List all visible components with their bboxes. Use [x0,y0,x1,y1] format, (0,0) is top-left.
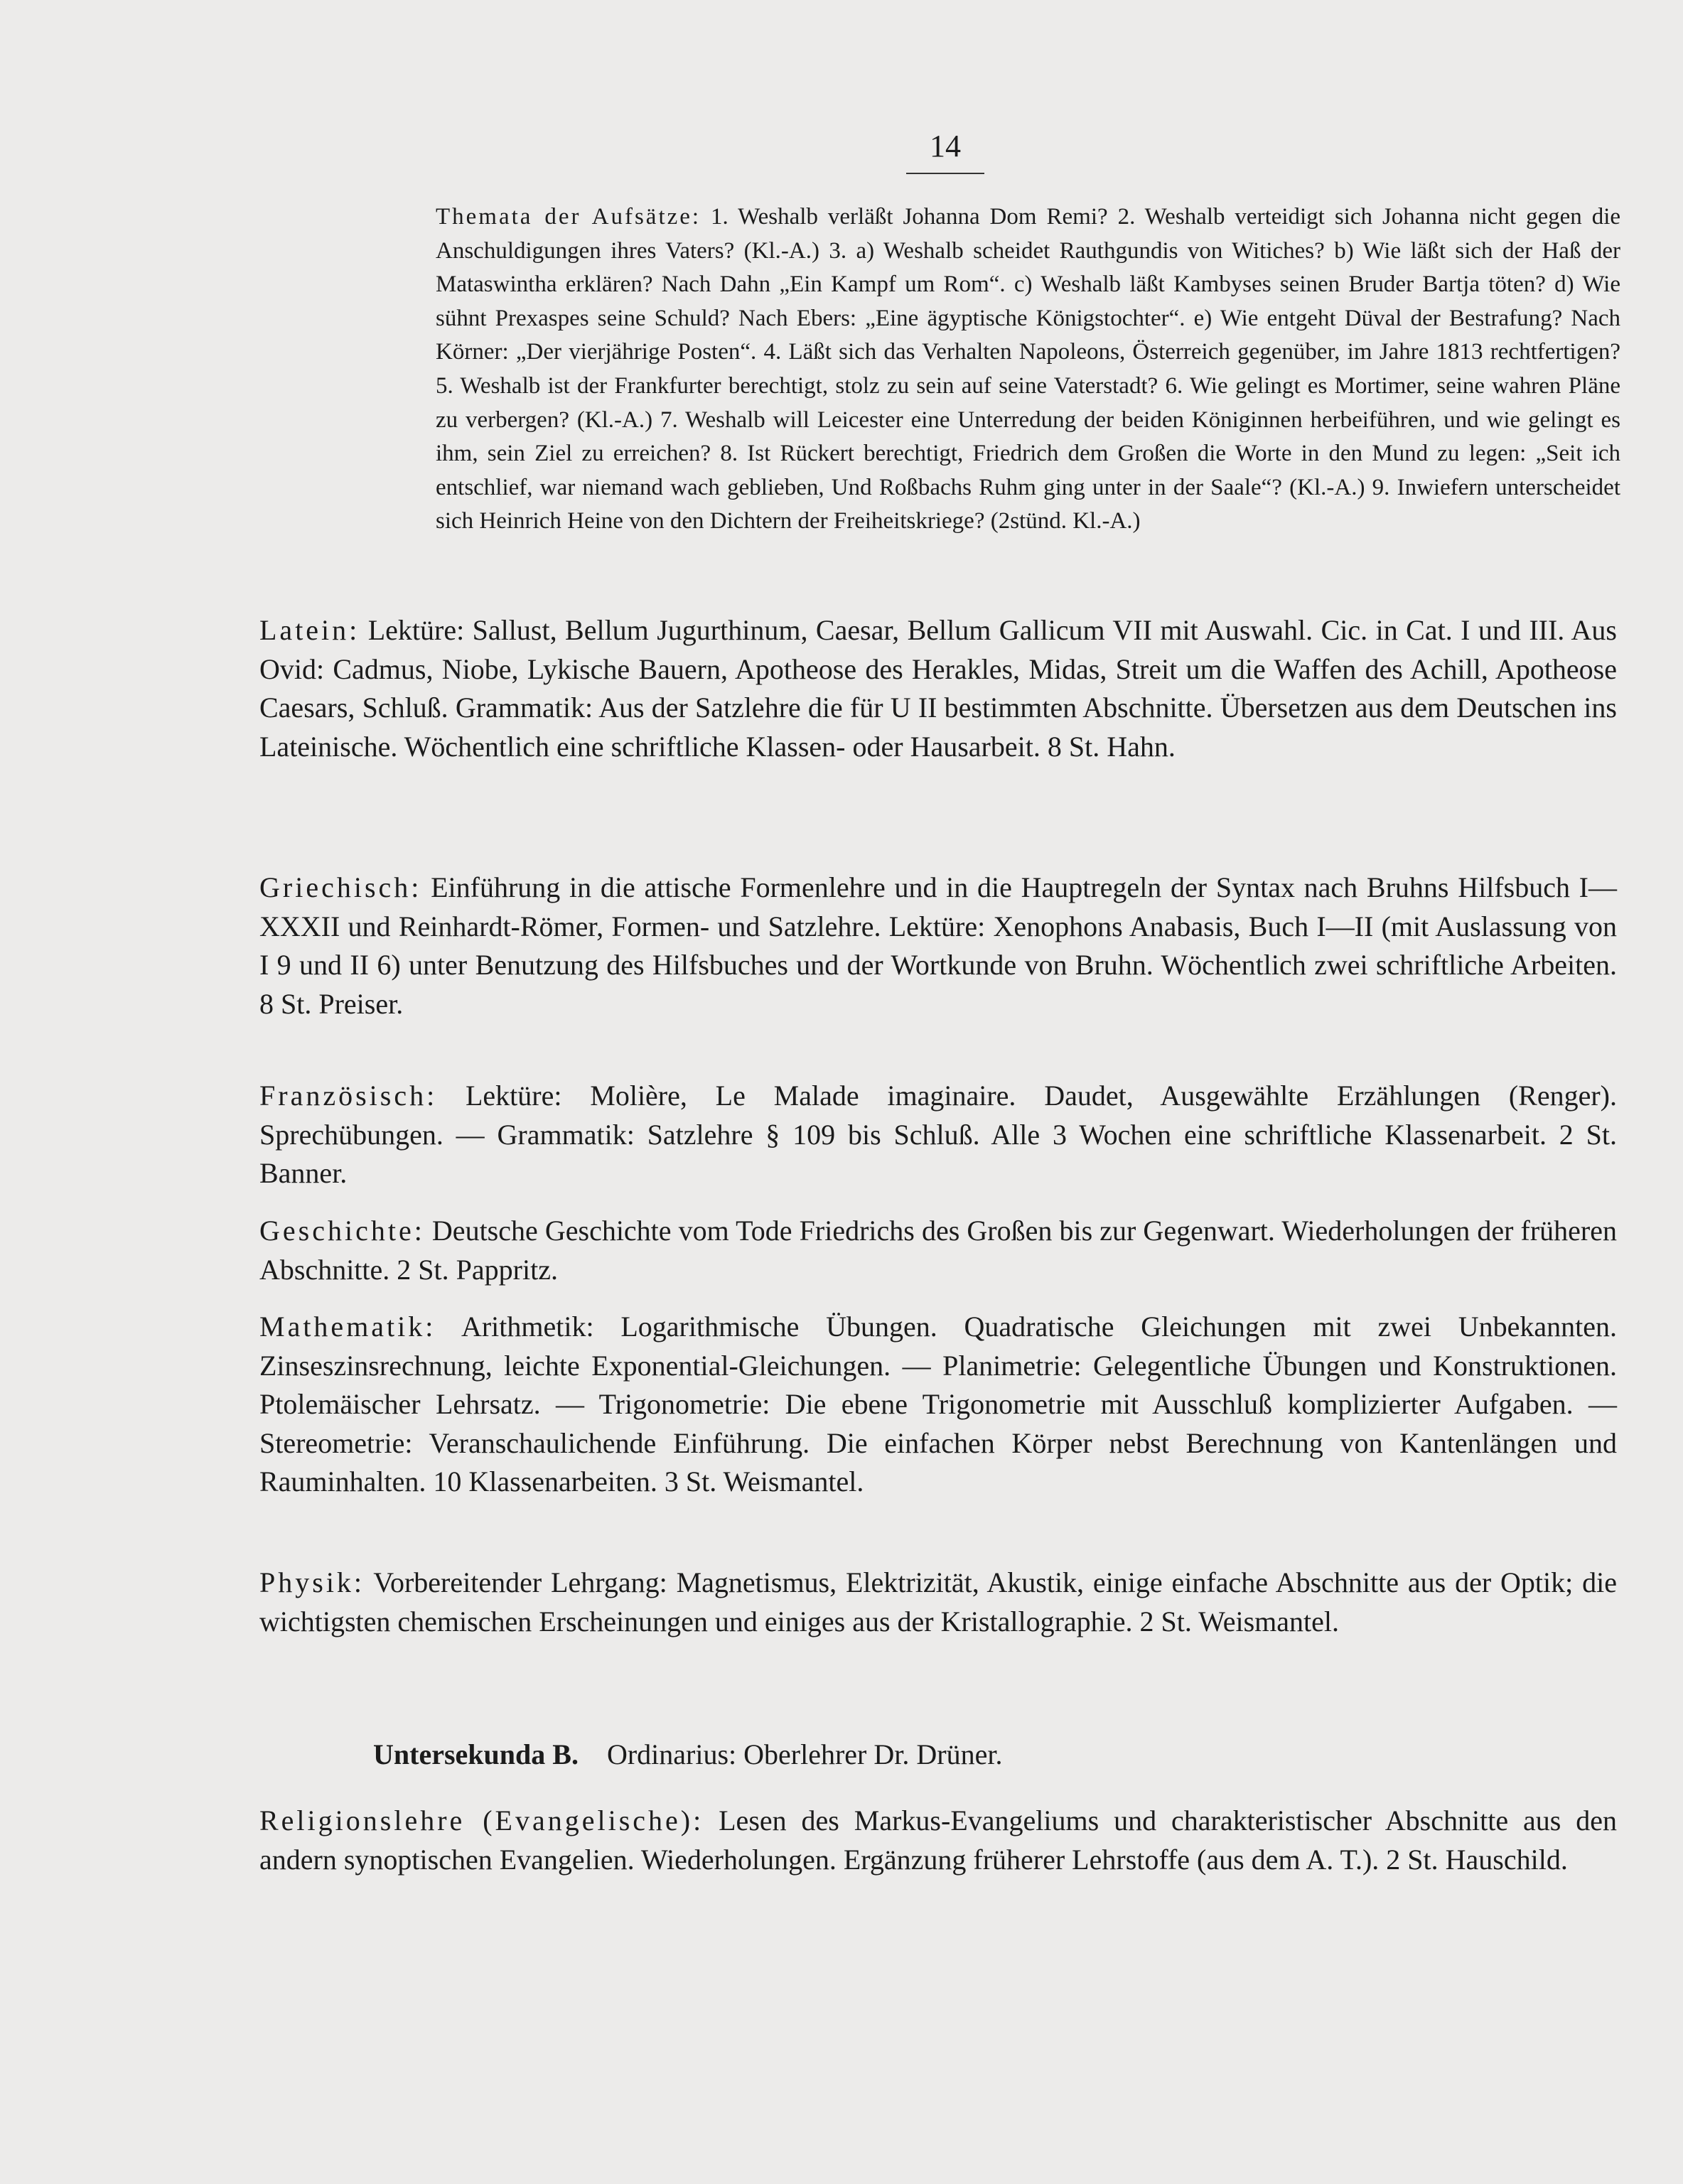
essay-topics-text: 1. Weshalb verläßt Johanna Dom Remi? 2. Weshalb verteidigt sich Johanna nicht gegen die Anschuldigungen ihres Vaters? (Kl.-A.) 3. a) Weshalb scheidet Rauthgundis von Witiches? b) Wie läßt sich der Haß der Mataswintha erklären? Nach Dahn „Ein Kampf um Rom“. c) Weshalb läßt Kambyses seinen Bruder Bartja töten? d) Wie sühnt Prexaspes seine Schuld? Nach Ebers: „Eine ägyptische Königstochter“. e) Wie entgeht Düval der Bestrafung? Nach Körner: „Der vierjährige Posten“. 4. Läßt sich das Verhalten Napoleons, Österreich gegenüber, im Jahre 1813 rechtfertigen? 5. Weshalb ist der Frankfurter berechtigt, stolz zu sein auf seine Vaterstadt? 6. Wie gelingt es Mortimer, seine wahren Pläne zu verbergen? (Kl.-A.) 7. Weshalb will Leicester eine Unterredung der beiden Königinnen herbeiführen, und wie gelingt es ihm, sein Ziel zu erreichen? 8. Ist Rückert berechtigt, Friedrich dem Großen die Worte in den Mund zu legen: „Seit ich entschlief, war niemand wach geblieben, Und Roßbachs Ruhm ging unter in der Saale“? (Kl.-A.) 9. Inwiefern unterscheidet sich Heinrich Heine von den Dichtern der Freiheitskriege? (2stünd. Kl.-A.) [436,204,1621,534]
subject-griechisch [259,868,1617,1023]
page-number: 14 [906,128,984,174]
subject-title: Französisch: [259,1080,438,1112]
class-heading [373,1736,1510,1774]
class-name: Untersekunda B. [373,1738,579,1770]
subject-franzoesisch [259,1077,1617,1193]
essay-topics-paragraph [352,200,1620,539]
subject-text: Deutsche Geschichte vom Tode Friedrichs des Großen bis zur Gegenwart. Wiederholungen der früheren Abschnitte. 2 St. Pappritz. [259,1215,1618,1286]
subject-title: Latein: [259,614,360,646]
essay-topics [352,200,1620,539]
subject-geschichte [259,1212,1617,1289]
subject-mathematik [259,1308,1617,1502]
subject-text: Arithmetik: Logarithmische Übungen. Quadratische Gleichungen mit zwei Unbekannten. Zinseszinsrechnung, leichte Exponential-Gleichungen. — Planimetrie: Gelegentliche Übungen und Konstruktionen. Ptolemäischer Lehrsatz. — Trigonometrie: Die ebene Trigonometrie mit Ausschluß komplizierter Aufgaben. — Stereometrie: Veranschaulichende Einführung. Die einfachen Körper nebst Berechnung von Kantenlängen und Rauminhalten. 10 Klassenarbeiten. 3 St. Weismantel. [259,1311,1617,1497]
subject-text: Lektüre: Sallust, Bellum Jugurthinum, Caesar, Bellum Gallicum VII mit Auswahl. Cic. in Cat. I und III. Aus Ovid: Cadmus, Niobe, Lykische Bauern, Apotheose des Herakles, Midas, Streit um die Waffen des Achill, Apotheose Caesars, Schluß. Grammatik: Aus der Satzlehre die für U II bestimmten Abschnitte. Übersetzen aus dem Deutschen ins Lateinische. Wöchentlich eine schriftliche Klassen- oder Hausarbeit. 8 St. Hahn. [259,614,1618,763]
subject-text: Lesen des Markus-Evangeliums und charakteristischer Abschnitte aus den andern synoptischen Evangelien. Wiederholungen. Ergänzung früherer Lehrstoffe (aus dem A. T.). 2 St. Hauschild. [259,1804,1617,1876]
subject-text: Vorbereitender Lehrgang: Magnetismus, Elektrizität, Akustik, einige einfache Abschnitte aus der Optik; die wichtigsten chemischen Erscheinungen und einiges aus der Kristallographie. 2 St. Weismantel. [259,1566,1617,1637]
subject-title: Mathematik: [259,1311,436,1343]
subject-physik [259,1564,1617,1641]
subject-text: Lektüre: Molière, Le Malade imaginaire. Daudet, Ausgewählte Erzählungen (Renger). Sprechübungen. — Grammatik: Satzlehre § 109 bis Schluß. Alle 3 Wochen eine schriftliche Klassenarbeit. 2 St. Banner. [259,1080,1617,1189]
subject-title: Griechisch: [259,871,422,903]
essay-topics-label: Themata der Aufsätze: [436,204,701,230]
subject-latein [259,611,1617,766]
subject-religion [259,1802,1617,1879]
ordinarius: Ordinarius: Oberlehrer Dr. Drüner. [606,1738,1003,1770]
subject-title: Geschichte: [259,1215,425,1247]
subject-text: Einführung in die attische Formenlehre und in die Hauptregeln der Syntax nach Bruhns Hilfsbuch I—XXXII und Reinhardt-Römer, Formen- und Satzlehre. Lektüre: Xenophons Anabasis, Buch I—II (mit Auslassung von I 9 und II 6) unter Benutzung des Hilfsbuches und der Wortkunde von Bruhn. Wöchentlich zwei schriftliche Arbeiten. 8 St. Preiser. [259,871,1617,1020]
subject-title: Religionslehre (Evangelische): [259,1804,704,1836]
subject-title: Physik: [259,1566,365,1598]
